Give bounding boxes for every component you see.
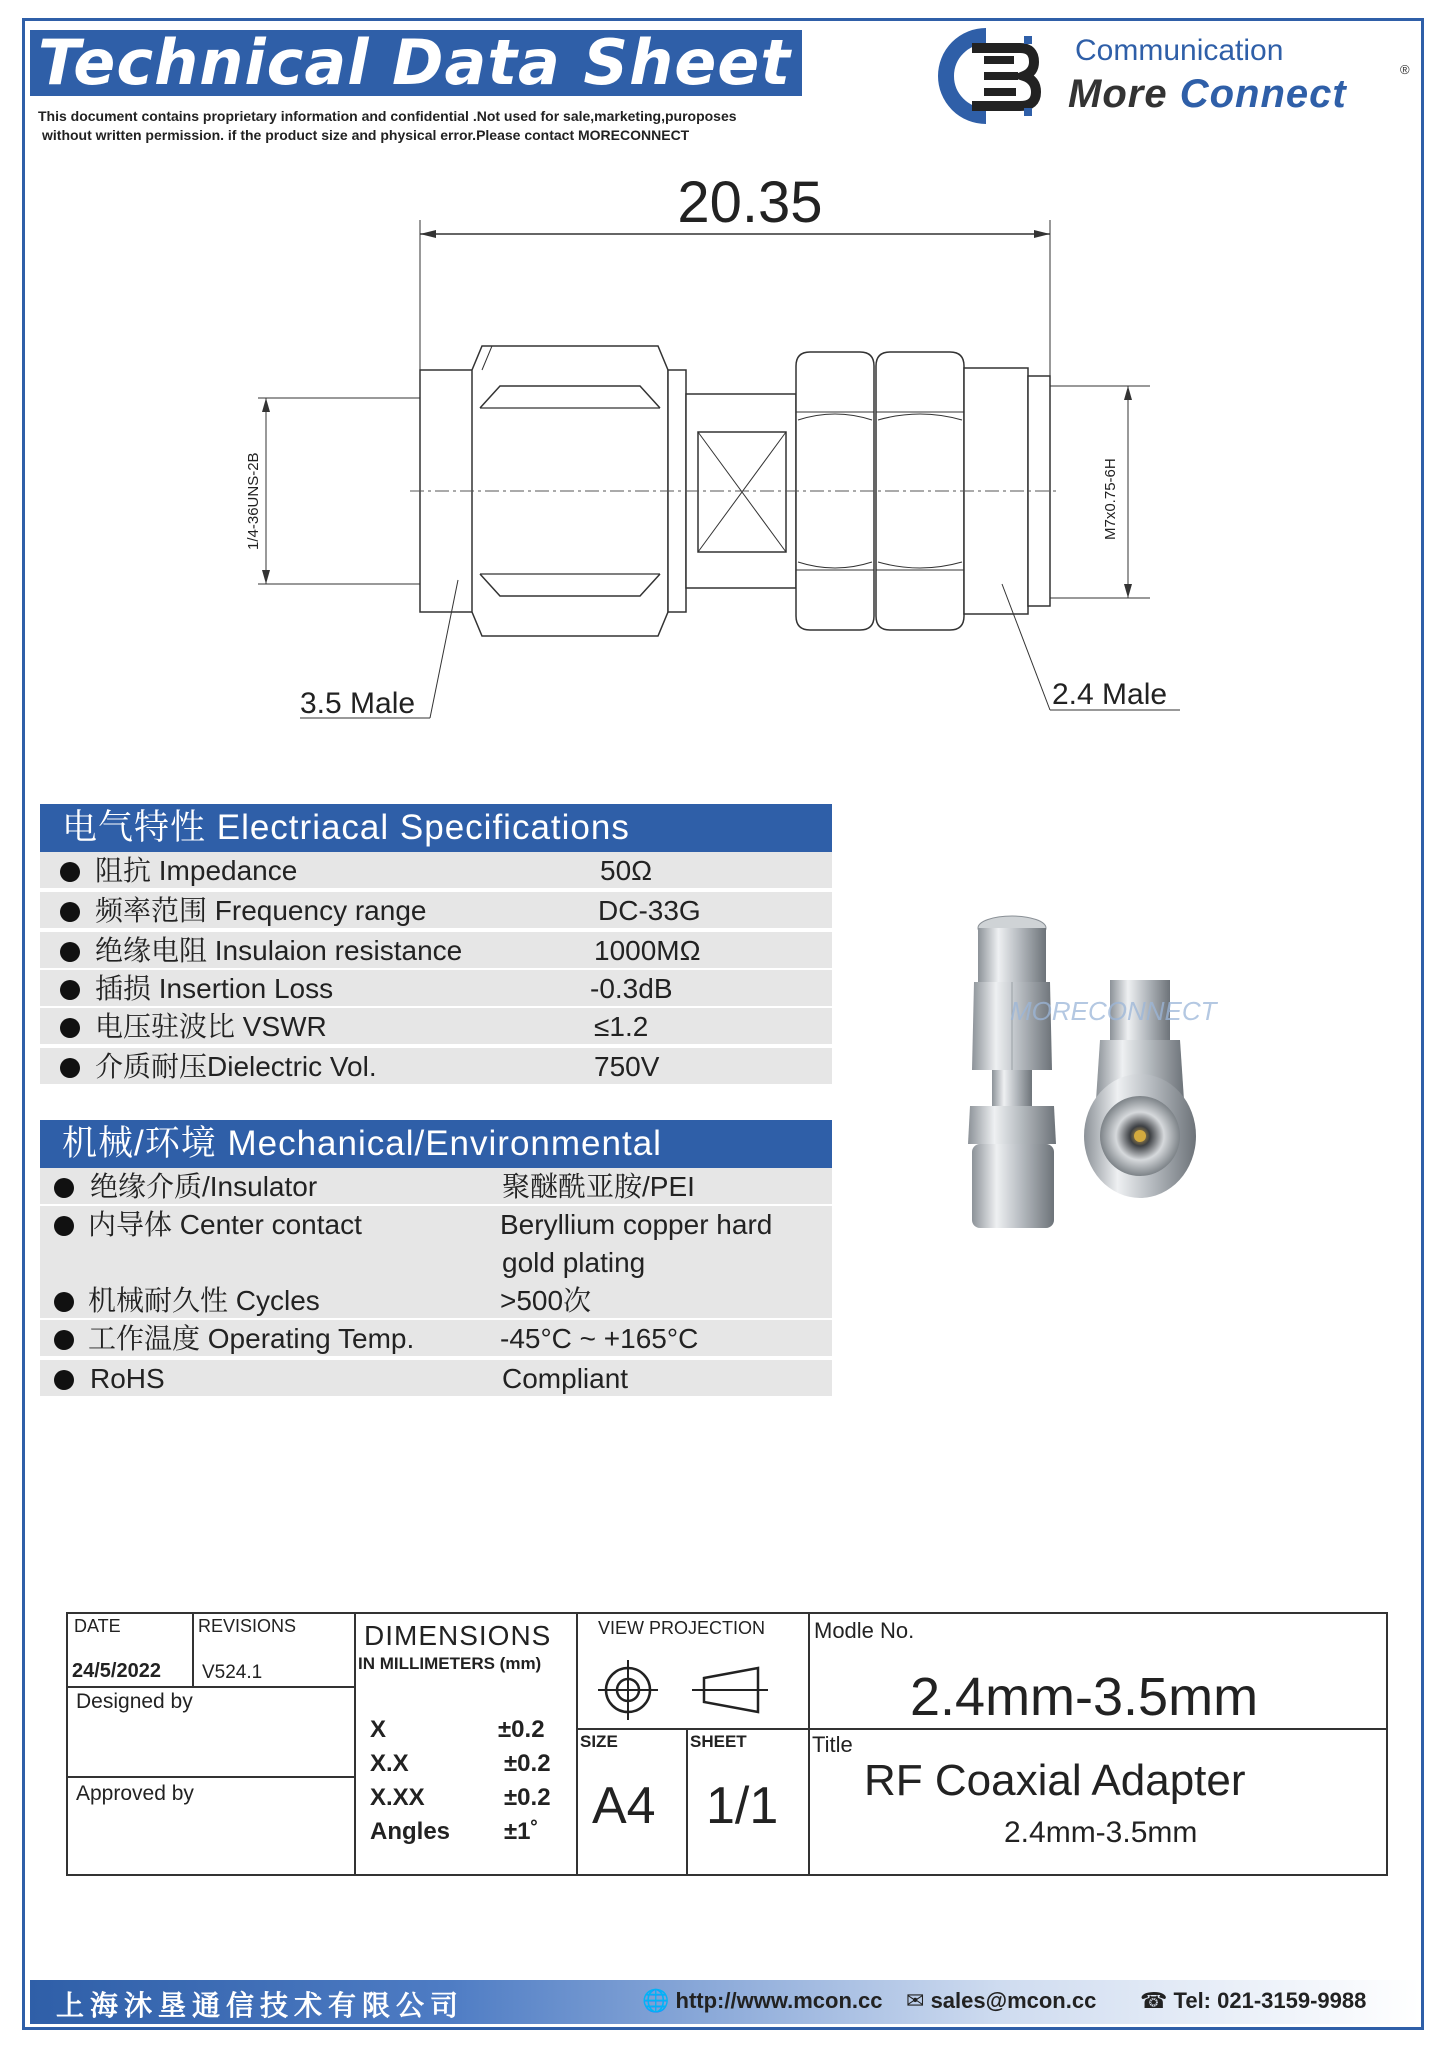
spec-label: 插损 Insertion Loss (95, 973, 334, 1004)
revisions-label: REVISIONS (198, 1616, 297, 1636)
brand-tagline: Communication (1075, 34, 1284, 67)
sheet-label: SHEET (690, 1732, 747, 1751)
spec-value: 聚醚酰亚胺/PEI (502, 1171, 695, 1202)
overall-length-label: 20.35 (677, 170, 823, 235)
right-thread-label: M7x0.75-6H (1102, 458, 1119, 540)
spec-row (40, 1282, 832, 1320)
size-label: SIZE (580, 1732, 618, 1751)
sheet-value: 1/1 (706, 1777, 779, 1835)
spec-row (40, 852, 832, 890)
spec-label: 绝缘电阻 Insulaion resistance (95, 935, 463, 966)
spec-value: 750V (594, 1051, 660, 1082)
spec-row (40, 892, 832, 930)
spec-value: >500次 (500, 1285, 592, 1316)
model-label: Modle No. (814, 1618, 915, 1643)
spec-label: RoHS (90, 1363, 165, 1394)
spec-value: Compliant (502, 1363, 629, 1394)
spec-label: 介质耐压Dielectric Vol. (95, 1051, 377, 1082)
tolerance-key: X.X (370, 1750, 409, 1777)
spec-row (40, 1168, 832, 1206)
spec-row (40, 1320, 832, 1358)
divider (68, 1686, 354, 1688)
electrical-section-title: 电气特性 Electriacal Specifications (40, 804, 832, 852)
bullet-icon (54, 1292, 74, 1312)
product-photo (940, 900, 1280, 1240)
title-value: RF Coaxial Adapter (864, 1756, 1246, 1805)
spec-value-continued: gold plating (502, 1247, 646, 1278)
registered-mark: ® (1400, 62, 1410, 77)
footer-email[interactable] (906, 1988, 1096, 2014)
bullet-icon (54, 1178, 74, 1198)
spec-label: 工作温度 Operating Temp. (88, 1323, 415, 1354)
title-sub: 2.4mm-3.5mm (1004, 1816, 1198, 1849)
spec-row (40, 970, 832, 1008)
spec-value: -0.3dB (590, 973, 673, 1004)
size-value: A4 (592, 1777, 656, 1835)
bullet-icon (54, 1370, 74, 1390)
divider (354, 1614, 356, 1874)
spec-row (40, 1360, 832, 1398)
date-value: 24/5/2022 (72, 1660, 161, 1682)
spec-label: 绝缘介质/Insulator (90, 1171, 318, 1202)
spec-row (40, 1048, 832, 1086)
tolerance-value: ±0.2 (498, 1716, 545, 1743)
tolerance-key: X.XX (370, 1784, 425, 1811)
right-connector-label: 2.4 Male (1052, 678, 1168, 711)
spec-row (40, 1008, 832, 1046)
disclaimer (38, 107, 828, 145)
divider (808, 1728, 1388, 1730)
brand-name (1068, 72, 1347, 117)
website-link[interactable]: http://www.mcon.cc (675, 1988, 883, 2013)
photo-watermark: MORECONNECT (1010, 996, 1217, 1026)
spec-value: 50Ω (600, 855, 653, 886)
divider (576, 1614, 578, 1874)
company-logo-icon (928, 30, 1046, 122)
bullet-icon (60, 902, 80, 922)
bullet-icon (60, 1018, 80, 1038)
spec-row (40, 932, 832, 970)
spec-value: 1000MΩ (594, 935, 701, 966)
title-block (66, 1612, 1388, 1876)
tolerance-key: X (370, 1716, 387, 1743)
footer-phone (1140, 1988, 1366, 2014)
phone-icon: ☎ (1140, 1988, 1168, 2013)
mechanical-section-title: 机械/环境 Mechanical/Environmental (40, 1120, 832, 1168)
approved-by-label: Approved by (76, 1782, 194, 1805)
technical-drawing (245, 170, 1240, 750)
bullet-icon (60, 862, 80, 882)
bullet-icon (54, 1330, 74, 1350)
brand-name-b: Connect (1179, 72, 1347, 116)
spec-label: 频率范围 Frequency range (95, 895, 427, 926)
divider (192, 1614, 194, 1686)
brand-name-a: More (1068, 72, 1180, 116)
bullet-icon (60, 1058, 80, 1078)
revisions-value: V524.1 (202, 1662, 263, 1683)
tolerance-key: Angles (370, 1818, 451, 1845)
disclaimer-line-1: This document contains proprietary information and confidential .Not used for sale,marketing,puroposes (38, 108, 737, 124)
disclaimer-line-2: without written permission. if the product size and physical error.Please contact MORECONNECT (42, 127, 690, 143)
projection-icon (592, 1656, 782, 1731)
divider (808, 1614, 810, 1874)
document-title: Technical Data Sheet (30, 30, 802, 96)
model-value: 2.4mm-3.5mm (910, 1667, 1259, 1727)
spec-value: ≤1.2 (594, 1011, 649, 1042)
spec-label: 机械耐久性 Cycles (88, 1285, 320, 1316)
left-connector-label: 3.5 Male (300, 687, 416, 720)
view-projection-label: VIEW PROJECTION (598, 1618, 766, 1638)
email-link[interactable]: sales@mcon.cc (930, 1988, 1097, 2013)
divider (686, 1728, 688, 1874)
spec-value: -45°C ~ +165°C (500, 1323, 699, 1354)
tolerance-value: ±0.2 (504, 1750, 551, 1777)
bullet-icon (54, 1216, 74, 1236)
globe-icon: 🌐 (642, 1988, 670, 2013)
envelope-icon: ✉ (906, 1988, 925, 2013)
bullet-icon (60, 980, 80, 1000)
spec-value: Beryllium copper hard (500, 1209, 773, 1240)
spec-row (40, 1206, 832, 1284)
footer-website[interactable] (642, 1988, 883, 2014)
title-label: Title (812, 1732, 853, 1757)
divider (68, 1776, 354, 1778)
bullet-icon (60, 942, 80, 962)
tolerance-value: ±0.2 (504, 1784, 551, 1811)
date-label: DATE (74, 1616, 121, 1636)
designed-by-label: Designed by (76, 1690, 193, 1713)
spec-label: 电压驻波比 VSWR (95, 1011, 327, 1042)
dimensions-unit: IN MILLIMETERS (mm) (358, 1654, 542, 1673)
tolerance-value: ±1˚ (504, 1818, 539, 1845)
spec-label: 阻抗 Impedance (95, 855, 298, 886)
spec-value: DC-33G (598, 895, 701, 926)
dimensions-title: DIMENSIONS (364, 1620, 552, 1651)
phone-number: Tel: 021-3159-9988 (1173, 1988, 1367, 2013)
spec-label: 内导体 Center contact (88, 1209, 362, 1240)
left-thread-label: 1/4-36UNS-2B (245, 452, 262, 550)
footer-company: 上海沐垦通信技术有限公司 (56, 1990, 465, 2021)
